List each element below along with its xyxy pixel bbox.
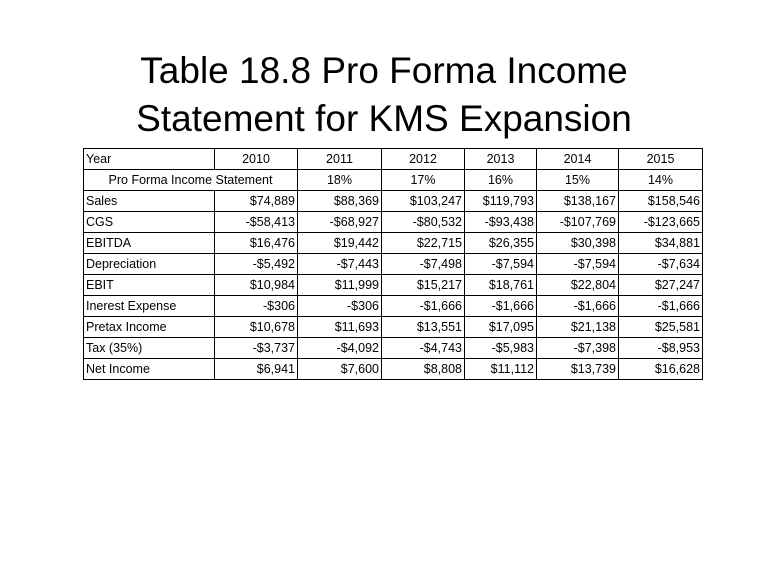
row-label: Depreciation: [84, 254, 215, 275]
value-cell: -$306: [215, 296, 298, 317]
year-label: Year: [84, 149, 215, 170]
table-row: [84, 338, 703, 359]
value-cell: -$1,666: [537, 296, 619, 317]
value-cell: -$107,769: [537, 212, 619, 233]
row-label: EBITDA: [84, 233, 215, 254]
value-cell: $27,247: [619, 275, 703, 296]
value-cell: -$93,438: [465, 212, 537, 233]
pro-forma-income-table: [83, 148, 703, 380]
table-row: [84, 254, 703, 275]
row-label: Net Income: [84, 359, 215, 380]
slide-title-line-2: Statement for KMS Expansion: [136, 97, 632, 139]
value-cell: $119,793: [465, 191, 537, 212]
value-cell: $10,984: [215, 275, 298, 296]
year-cell: 2010: [215, 149, 298, 170]
value-cell: $30,398: [537, 233, 619, 254]
table-body: [84, 149, 703, 380]
growth-rate-row: [84, 170, 703, 191]
value-cell: -$7,443: [298, 254, 382, 275]
growth-rate-cell: 14%: [619, 170, 703, 191]
value-cell: -$4,092: [298, 338, 382, 359]
year-cell: 2014: [537, 149, 619, 170]
year-cell: 2013: [465, 149, 537, 170]
row-label: EBIT: [84, 275, 215, 296]
value-cell: $22,715: [382, 233, 465, 254]
value-cell: -$7,594: [537, 254, 619, 275]
value-cell: -$1,666: [465, 296, 537, 317]
year-header-row: [84, 149, 703, 170]
table-row: [84, 191, 703, 212]
value-cell: $16,628: [619, 359, 703, 380]
table-row: [84, 275, 703, 296]
slide-title: [0, 47, 768, 143]
value-cell: $7,600: [298, 359, 382, 380]
value-cell: -$8,953: [619, 338, 703, 359]
value-cell: $11,112: [465, 359, 537, 380]
table-row: [84, 359, 703, 380]
year-cell: 2015: [619, 149, 703, 170]
row-label: Inerest Expense: [84, 296, 215, 317]
value-cell: $13,551: [382, 317, 465, 338]
row-label: CGS: [84, 212, 215, 233]
value-cell: -$7,594: [465, 254, 537, 275]
value-cell: $6,941: [215, 359, 298, 380]
value-cell: -$7,498: [382, 254, 465, 275]
value-cell: -$4,743: [382, 338, 465, 359]
value-cell: $18,761: [465, 275, 537, 296]
slide-title-line-1: Table 18.8 Pro Forma Income: [140, 49, 628, 91]
value-cell: -$80,532: [382, 212, 465, 233]
value-cell: $21,138: [537, 317, 619, 338]
value-cell: $16,476: [215, 233, 298, 254]
value-cell: $8,808: [382, 359, 465, 380]
value-cell: $74,889: [215, 191, 298, 212]
value-cell: -$306: [298, 296, 382, 317]
value-cell: -$7,634: [619, 254, 703, 275]
value-cell: $13,739: [537, 359, 619, 380]
value-cell: $138,167: [537, 191, 619, 212]
growth-rate-cell: 15%: [537, 170, 619, 191]
value-cell: -$1,666: [382, 296, 465, 317]
value-cell: -$68,927: [298, 212, 382, 233]
value-cell: $11,999: [298, 275, 382, 296]
value-cell: -$1,666: [619, 296, 703, 317]
value-cell: -$5,492: [215, 254, 298, 275]
value-cell: -$7,398: [537, 338, 619, 359]
value-cell: -$123,665: [619, 212, 703, 233]
value-cell: $158,546: [619, 191, 703, 212]
row-label: Pretax Income: [84, 317, 215, 338]
table-row: [84, 212, 703, 233]
table-row: [84, 317, 703, 338]
value-cell: $34,881: [619, 233, 703, 254]
value-cell: $88,369: [298, 191, 382, 212]
growth-rate-cell: 18%: [298, 170, 382, 191]
growth-rate-cell: 16%: [465, 170, 537, 191]
value-cell: -$58,413: [215, 212, 298, 233]
growth-label: Pro Forma Income Statement: [84, 170, 298, 191]
year-cell: 2012: [382, 149, 465, 170]
value-cell: $19,442: [298, 233, 382, 254]
table-row: [84, 233, 703, 254]
value-cell: $11,693: [298, 317, 382, 338]
row-label: Tax (35%): [84, 338, 215, 359]
value-cell: $26,355: [465, 233, 537, 254]
row-label: Sales: [84, 191, 215, 212]
value-cell: $10,678: [215, 317, 298, 338]
value-cell: $25,581: [619, 317, 703, 338]
table-row: [84, 296, 703, 317]
growth-rate-cell: 17%: [382, 170, 465, 191]
value-cell: $17,095: [465, 317, 537, 338]
value-cell: -$5,983: [465, 338, 537, 359]
year-cell: 2011: [298, 149, 382, 170]
value-cell: $15,217: [382, 275, 465, 296]
value-cell: -$3,737: [215, 338, 298, 359]
value-cell: $22,804: [537, 275, 619, 296]
value-cell: $103,247: [382, 191, 465, 212]
